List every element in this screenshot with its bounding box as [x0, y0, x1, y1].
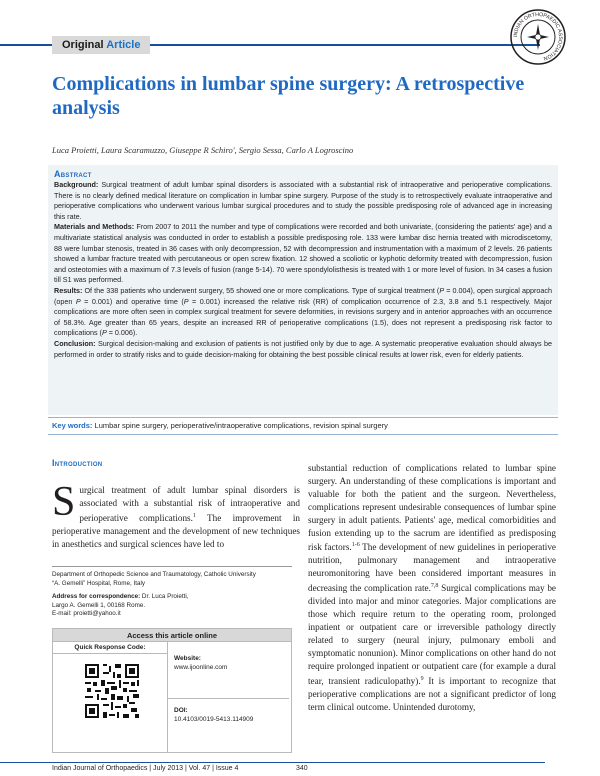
website-block	[174, 654, 227, 672]
introduction-para-left: Surgical treatment of adult lumbar spinal disorders is associated with a substantial risk of intraoperative and perioperative complications.$^1$ The improvement in perioperative management and the development of new techniques in anesthetics and surgical sciences have led to	[52, 479, 300, 549]
affiliation-hospital: “A. Gemelli” Hospital, Rome, Italy	[52, 579, 146, 587]
qr-panel	[53, 642, 168, 752]
article-type-badge	[52, 36, 150, 54]
correspondence-address: Largo A. Gemelli 1, 00168 Rome.	[52, 601, 146, 609]
correspondence: Address for correspondence: Dr. Luca Proietti,	[52, 593, 189, 600]
correspondence-email[interactable]: E-mail: proietti@yahoo.it	[52, 610, 121, 617]
access-divider	[168, 698, 289, 699]
abstract-results: Results: Of the 338 patients who underwent surgery, 55 showed one or more complications. Type of surgical treatment (P = 0.004), open surgical approach (open P = 0.001) and operative time (P = 0.001) increased the relative risk (RR) of complication occurrence of 2.3, 3.8 and 5.1 respectively. Major complications are more often seen in complex surgical treatment for severe deformities, in revisions surgery and in anterior approaches with an occurrence of 58.3%. Age greater than 65 years, despite an increased RR of perioperative complications (1.5), does not represent a predisposing risk factor to complications (P = 0.006).	[54, 285, 552, 338]
dropcap: S	[52, 479, 76, 525]
introduction-heading: Introduction	[52, 458, 103, 468]
right-column	[308, 462, 556, 713]
association-seal-logo	[509, 8, 567, 66]
abstract-methods: Materials and Methods: From 2007 to 2011 the number and type of complications were recorded and both univariate, (considering the patients' age) and a multivariate statistical analysis was conducted in order to establish a possible predisposing role. 133 were lumbar disc hernia treated with microdiscetomy, 88 were lumbar stenosis, treated in 36 cases with only decompression, 52 with decompression and instrumentation with a maximum of 2 levels. 26 patients showed a lumbar fracture treated with percutaneous or open screw fixation. 12 showed a scoliotic or kyphotic deformity treated with decompression, fusion and osteotomies with a maximum of 7.3 levels of fusion (range 5-14). 70 were spondylolisthesis is treated with 1 or more level of fusion. In 34 cases a fusion till S1 was performed.	[54, 222, 552, 285]
page-number: 340	[296, 765, 308, 772]
abstract-conclusion: Conclusion: Surgical decision-making and exclusion of patients is not justified only by due to age. A systematic preoperative evaluation should always be performed in order to stratify risks and to guide decision-making for obtaining the best possible clinical results at lower risk, even for elderly patients.	[54, 338, 552, 359]
introduction-para-right: substantial reduction of complications related to lumbar spine surgery. An understanding of these complications is important and valuable for both the patient and the surgeon. Nevertheless, complications represent undesirable consequences of lumbar spine surgery in adult patients. Patients' age, medical comorbidities and fusion extending up to the sacrum are identified as predisposing risk factors.$^{1-6}$ The development of new guidelines in perioperative nutrition, pulmonary management and intraoperative neuromonitoring have been considered important measures in decreasing the complication rate.$^{7,8}$ Surgical complications may be divided into major and minor categories. Major complications are those which require return to the operating room, prolonged inpatient or outpatient care or irreversible pathology directly related to surgery (neural injury, pulmonary emboli and symptomatic nonunion). Minor complications on other hand do not require prolonged inpatient or outpatient care (for example a dural tear, transient radiculopathy).$^9$ It is important to recognize that perioperative complications are not a significant predictor of long term clinical outcome. Unintended durotomy,	[308, 463, 557, 712]
abstract-background: Background: Surgical treatment of adult lumbar spinal disorders is associated with a substantial risk of intraoperative and perioperative complications. There is no clearly defined medical literature on complication in lumbar spine surgery. Purpose of the study is to retrospectively evaluate intraoperative and perioperative complications who underwent various lumbar surgical procedures and to study the possible predisposing role of advanced age in increasing this rate.	[54, 180, 552, 221]
article-title: Complications in lumbar spine surgery: A retrospective analysis	[52, 73, 525, 119]
author-list: Luca Proietti, Laura Scaramuzzo, Giuseppe R Schiro', Sergio Sessa, Carlo A Logroscino	[52, 145, 354, 155]
svg-text:INDIAN ORTHOPAEDIC ASSOCIATION: INDIAN ORTHOPAEDIC ASSOCIATION	[512, 11, 564, 62]
badge-main-text: Original	[62, 39, 107, 51]
keywords: Key words: Lumbar spine surgery, perioperative/intraoperative complications, revision spinal surgery	[52, 421, 388, 430]
abstract-heading: Abstract	[54, 169, 92, 179]
footer-rule	[0, 762, 545, 763]
doi-label: DOI:	[174, 707, 188, 714]
keywords-bottom-rule	[48, 434, 558, 435]
access-online-box	[52, 628, 292, 753]
doi-block	[174, 706, 253, 724]
badge-accent-text: Article	[106, 39, 141, 51]
doi-value[interactable]: 10.4103/0019-5413.114909	[174, 716, 254, 723]
access-details	[174, 642, 289, 752]
keywords-top-rule	[48, 417, 558, 418]
affiliation-block	[52, 566, 292, 619]
website-label: Website:	[174, 655, 201, 662]
qr-label: Quick Response Code:	[53, 642, 167, 654]
footer-journal: Indian Journal of Orthopaedics | July 2013 | Vol. 47 | Issue 4	[52, 765, 239, 772]
page-footer	[0, 762, 600, 776]
qr-code-icon[interactable]	[83, 662, 141, 720]
affiliation-dept: Department of Orthopedic Science and Traumatology, Catholic University	[52, 571, 256, 578]
access-heading: Access this article online	[53, 629, 291, 642]
website-link[interactable]: www.ijoonline.com	[174, 664, 228, 671]
left-column	[52, 458, 300, 551]
abstract-box	[48, 165, 558, 415]
